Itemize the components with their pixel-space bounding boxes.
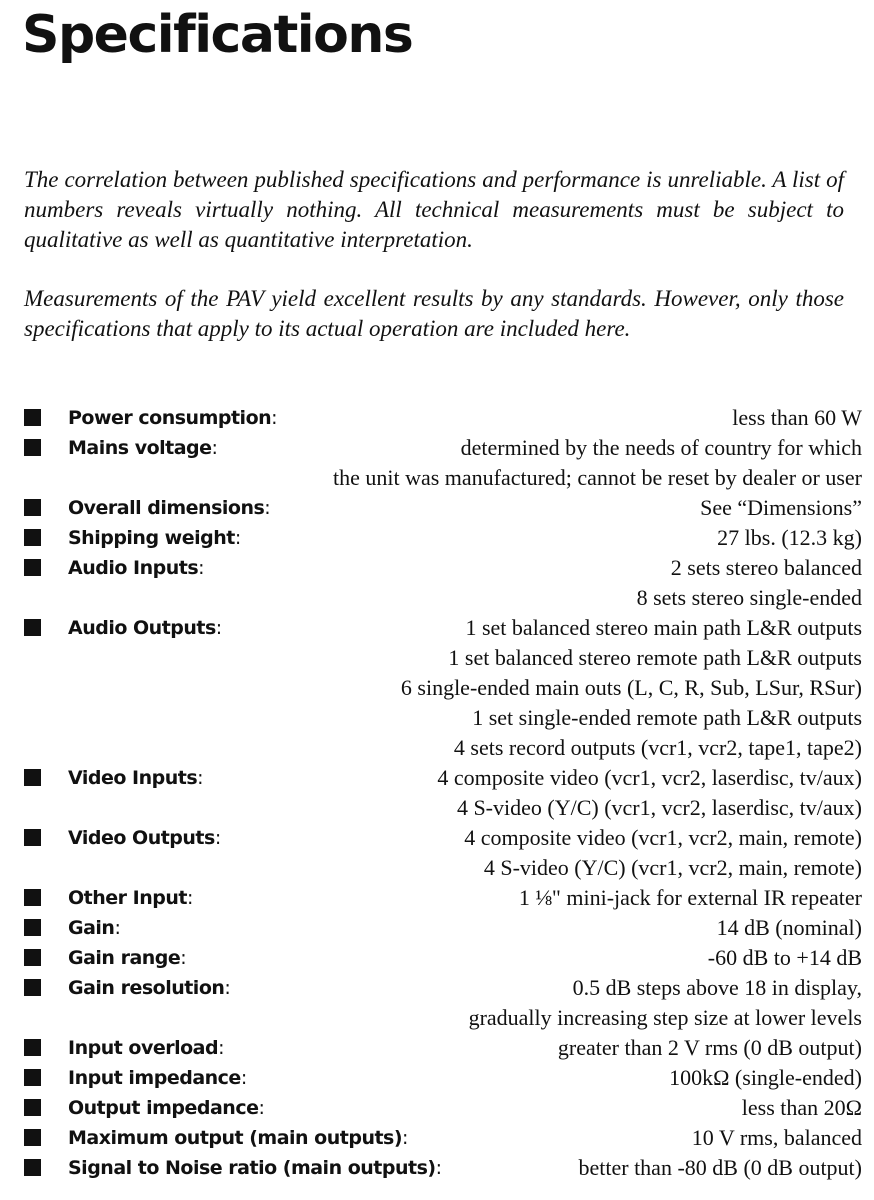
spec-row-3 [24, 523, 862, 553]
spec-values [241, 523, 862, 553]
spec-label: Gain: [68, 917, 121, 939]
spec-label: Shipping weight: [68, 527, 241, 549]
square-bullet-icon [24, 979, 41, 996]
spec-value-line: the unit was manufactured; cannot be reset by dealer or user [332, 465, 862, 490]
spec-values [224, 1033, 862, 1063]
spec-label: Input impedance: [68, 1067, 247, 1089]
spec-value-line: 0.5 dB steps above 18 in display, [572, 975, 862, 1000]
spec-label-text: Other Input [68, 887, 187, 909]
spec-label-text: Audio Inputs [68, 557, 199, 579]
square-bullet-icon [24, 499, 41, 516]
spec-values [204, 553, 862, 613]
spec-label: Output impedance: [68, 1097, 265, 1119]
square-bullet-icon [24, 829, 41, 846]
spec-label: Maximum output (main outputs): [68, 1127, 408, 1149]
spec-values [217, 433, 862, 493]
spec-value-line: 14 dB (nominal) [716, 915, 862, 940]
spec-values [222, 613, 862, 763]
spec-label-text: Input impedance [68, 1067, 241, 1089]
spec-values [270, 493, 862, 523]
spec-value-line: See “Dimensions” [700, 495, 862, 520]
spec-row-5 [24, 613, 862, 763]
spec-value-line: determined by the needs of country for which [460, 435, 862, 460]
spec-value-line: greater than 2 V rms (0 dB output) [557, 1035, 862, 1060]
spec-label: Gain range: [68, 947, 187, 969]
square-bullet-icon [24, 1129, 41, 1146]
spec-label-text: Overall dimensions [68, 497, 265, 519]
intro-paragraph-2: Measurements of the PAV yield excellent results by any standards. However, only those specifications that apply to its actual operation are included here. [24, 286, 844, 341]
spec-row-13 [24, 1063, 862, 1093]
spec-row-16 [24, 1153, 862, 1183]
spec-row-1 [24, 433, 862, 493]
spec-value-line: 1 set single-ended remote path L&R outputs [472, 705, 862, 730]
spec-label-text: Gain resolution [68, 977, 225, 999]
spec-label: Input overload: [68, 1037, 225, 1059]
spec-label-text: Audio Outputs [68, 617, 216, 639]
spec-row-11 [24, 973, 862, 1033]
spec-label: Signal to Noise ratio (main outputs): [68, 1157, 442, 1179]
spec-value-line: gradually increasing step size at lower levels [468, 1005, 862, 1030]
spec-label: Other Input: [68, 887, 193, 909]
spec-label-text: Video Outputs [68, 827, 215, 849]
square-bullet-icon [24, 529, 41, 546]
spec-label: Video Outputs: [68, 827, 221, 849]
spec-value-line: 27 lbs. (12.3 kg) [717, 525, 862, 550]
spec-row-6 [24, 763, 862, 823]
spec-value-line: 10 V rms, balanced [691, 1125, 862, 1150]
spec-value-line: 4 sets record outputs (vcr1, vcr2, tape1, tape2) [453, 735, 862, 760]
square-bullet-icon [24, 889, 41, 906]
spec-label-text: Shipping weight [68, 527, 235, 549]
square-bullet-icon [24, 439, 41, 456]
spec-label-text: Gain [68, 917, 115, 939]
spec-label-text: Power consumption [68, 407, 272, 429]
spec-row-0 [24, 403, 862, 433]
spec-value-line: less than 20Ω [741, 1095, 862, 1120]
spec-value-line: -60 dB to +14 dB [707, 945, 862, 970]
spec-label-text: Input overload [68, 1037, 219, 1059]
spec-row-8 [24, 883, 862, 913]
spec-values [264, 1093, 862, 1123]
spec-value-line: 100kΩ (single-ended) [669, 1065, 862, 1090]
spec-row-9 [24, 913, 862, 943]
spec-row-15 [24, 1123, 862, 1153]
spec-value-line: 4 composite video (vcr1, vcr2, laserdisc, tv/aux) [437, 765, 862, 790]
square-bullet-icon [24, 1159, 41, 1176]
spec-value-line: 2 sets stereo balanced [670, 555, 862, 580]
spec-label: Power consumption: [68, 407, 278, 429]
specifications-list [24, 403, 862, 1183]
square-bullet-icon [24, 949, 41, 966]
spec-value-line: 4 S-video (Y/C) (vcr1, vcr2, main, remote) [483, 855, 862, 880]
square-bullet-icon [24, 559, 41, 576]
spec-label: Audio Outputs: [68, 617, 222, 639]
spec-label-text: Signal to Noise ratio (main outputs) [68, 1157, 436, 1179]
spec-label-text: Maximum output (main outputs) [68, 1127, 403, 1149]
spec-row-7 [24, 823, 862, 883]
square-bullet-icon [24, 1099, 41, 1116]
spec-row-14 [24, 1093, 862, 1123]
spec-value-line: 6 single-ended main outs (L, C, R, Sub, LSur, RSur) [400, 675, 862, 700]
spec-row-12 [24, 1033, 862, 1063]
spec-values [408, 1123, 862, 1153]
spec-label: Mains voltage: [68, 437, 218, 459]
square-bullet-icon [24, 1069, 41, 1086]
spec-values [193, 883, 862, 913]
spec-value-line: better than -80 dB (0 dB output) [578, 1155, 862, 1180]
spec-values [441, 1153, 862, 1183]
spec-values [221, 823, 862, 883]
square-bullet-icon [24, 1039, 41, 1056]
spec-label-text: Video Inputs [68, 767, 198, 789]
spec-label-text: Output impedance [68, 1097, 259, 1119]
intro-paragraph-1: The correlation between published specifications and performance is unreliable. A list of numbers reveals virtually nothing. All technical measurements must be subject to qualitative as well as quantitative interpretation. [24, 167, 844, 252]
spec-row-4 [24, 553, 862, 613]
spec-value-line: 4 composite video (vcr1, vcr2, main, remote) [464, 825, 862, 850]
spec-value-line: 1 ⅛" mini-jack for external IR repeater [518, 885, 862, 910]
spec-value-line: 1 set balanced stereo main path L&R outputs [465, 615, 862, 640]
spec-row-10 [24, 943, 862, 973]
spec-values [120, 913, 862, 943]
spec-value-line: 1 set balanced stereo remote path L&R outputs [448, 645, 862, 670]
spec-values [247, 1063, 862, 1093]
spec-values [186, 943, 862, 973]
square-bullet-icon [24, 919, 41, 936]
spec-value-line: 8 sets stereo single-ended [636, 585, 862, 610]
spec-value-line: less than 60 W [732, 405, 862, 430]
square-bullet-icon [24, 409, 41, 426]
page-title: Specifications [22, 5, 413, 65]
spec-label-text: Mains voltage [68, 437, 212, 459]
spec-label: Audio Inputs: [68, 557, 205, 579]
spec-values [277, 403, 862, 433]
spec-values [203, 763, 862, 823]
spec-label: Video Inputs: [68, 767, 204, 789]
spec-label-text: Gain range [68, 947, 181, 969]
spec-values [230, 973, 862, 1033]
spec-value-line: 4 S-video (Y/C) (vcr1, vcr2, laserdisc, tv/aux) [456, 795, 862, 820]
square-bullet-icon [24, 619, 41, 636]
spec-row-2 [24, 493, 862, 523]
square-bullet-icon [24, 769, 41, 786]
spec-label: Gain resolution: [68, 977, 231, 999]
spec-label: Overall dimensions: [68, 497, 271, 519]
